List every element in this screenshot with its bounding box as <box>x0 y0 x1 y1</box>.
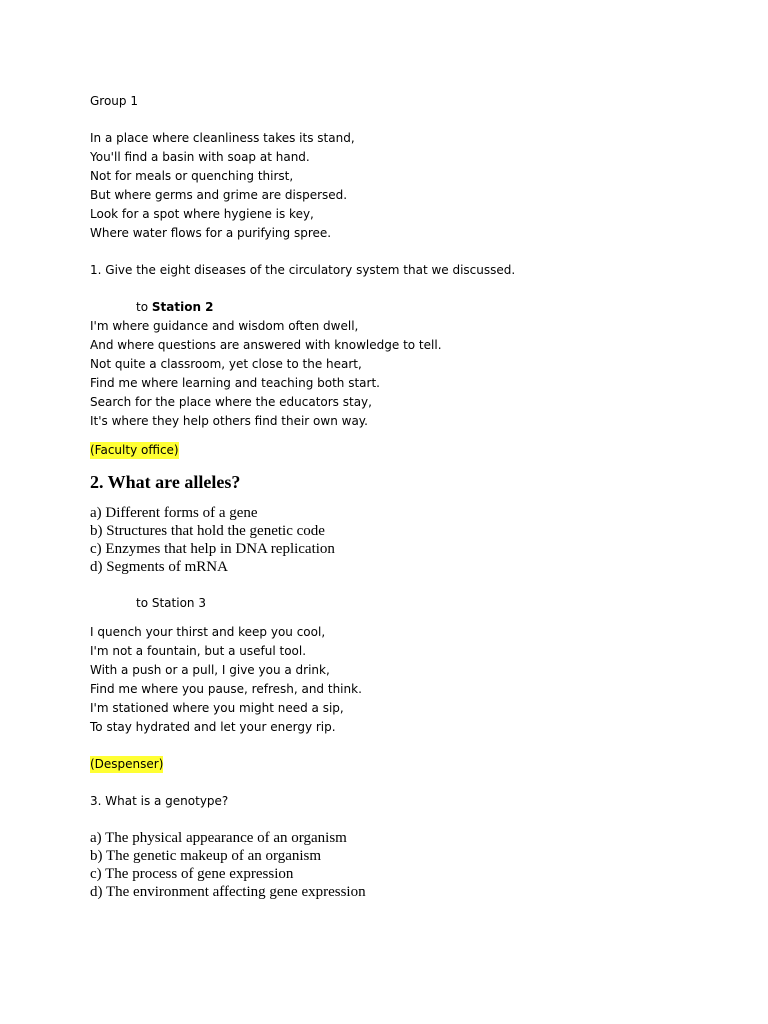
option-item: a) Different forms of a gene <box>90 505 258 521</box>
riddle-line: Not for meals or quenching thirst, <box>90 169 294 183</box>
riddle-line: Search for the place where the educators stay, <box>90 395 372 409</box>
riddle-line: I'm not a fountain, but a useful tool. <box>90 644 307 658</box>
question-1: 1. Give the eight diseases of the circulatory system that we discussed. <box>90 263 516 277</box>
riddle-line: You'll find a basin with soap at hand. <box>90 150 310 164</box>
riddle-line: In a place where cleanliness takes its stand, <box>90 131 355 145</box>
riddle-line: Find me where you pause, refresh, and think. <box>90 682 362 696</box>
riddle-3 <box>90 623 730 737</box>
answer-3 <box>90 755 730 774</box>
riddle-line: Not quite a classroom, yet close to the heart, <box>90 357 362 371</box>
options-3 <box>90 829 730 901</box>
riddle-2 <box>90 317 730 431</box>
riddle-line: To stay hydrated and let your energy rip. <box>90 720 336 734</box>
station-prefix: to <box>136 300 152 314</box>
option-item: c) Enzymes that help in DNA replication <box>90 541 335 557</box>
riddle-line: Look for a spot where hygiene is key, <box>90 207 314 221</box>
option-item: b) The genetic makeup of an organism <box>90 848 322 864</box>
question-2-heading: 2. What are alleles? <box>90 472 241 492</box>
option-item: c) The process of gene expression <box>90 866 294 882</box>
riddle-line: I'm stationed where you might need a sip, <box>90 701 344 715</box>
highlighted-answer: (Faculty office) <box>90 443 179 457</box>
riddle-line: And where questions are answered with knowledge to tell. <box>90 338 442 352</box>
group-title: Group 1 <box>90 94 138 108</box>
option-item: a) The physical appearance of an organism <box>90 830 347 846</box>
riddle-line: With a push or a pull, I give you a drink, <box>90 663 330 677</box>
station-name: Station 2 <box>151 300 214 314</box>
riddle-line: But where germs and grime are dispersed. <box>90 188 348 202</box>
highlighted-answer: (Despenser) <box>90 757 164 771</box>
riddle-1 <box>90 129 730 243</box>
station-2-label <box>90 298 730 317</box>
riddle-line: It's where they help others find their own way. <box>90 414 368 428</box>
station-3-label: to Station 3 <box>136 596 206 610</box>
riddle-line: I'm where guidance and wisdom often dwell, <box>90 319 359 333</box>
options-2 <box>90 504 730 576</box>
riddle-line: I quench your thirst and keep you cool, <box>90 625 326 639</box>
riddle-line: Find me where learning and teaching both start. <box>90 376 380 390</box>
option-item: d) The environment affecting gene expression <box>90 884 366 900</box>
option-item: b) Structures that hold the genetic code <box>90 523 325 539</box>
answer-2 <box>90 441 730 460</box>
option-item: d) Segments of mRNA <box>90 559 228 575</box>
riddle-line: Where water flows for a purifying spree. <box>90 226 332 240</box>
document-page <box>90 92 730 901</box>
question-3: 3. What is a genotype? <box>90 794 229 808</box>
